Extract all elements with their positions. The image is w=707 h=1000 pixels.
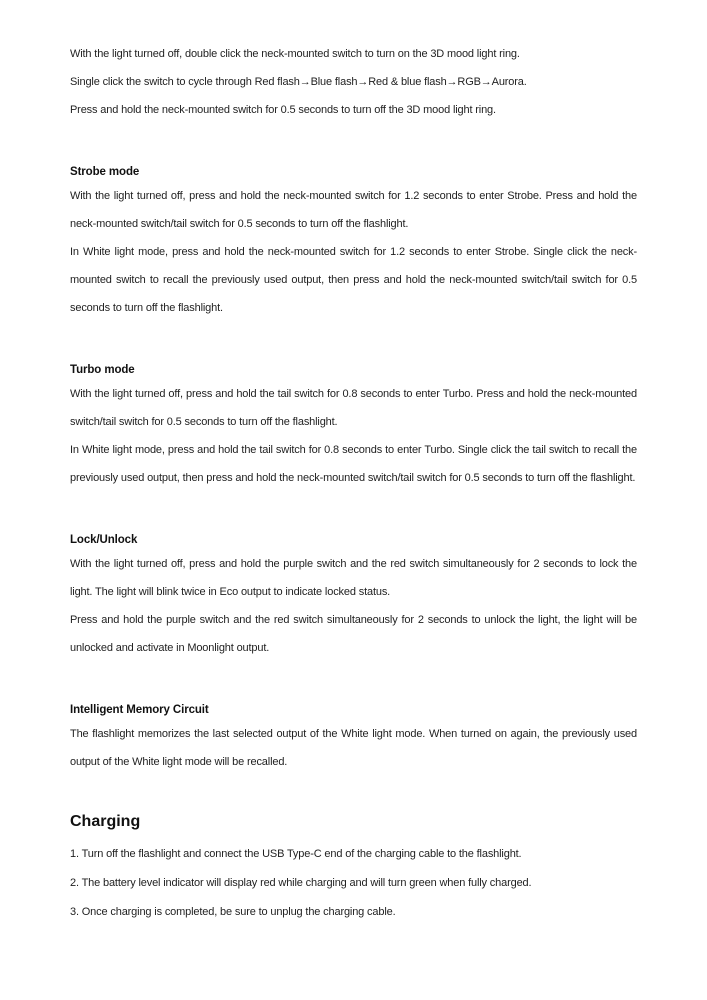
charging-step: 3. Once charging is completed, be sure to unplug the charging cable. (70, 906, 396, 918)
paragraph: Press and hold the purple switch and the red switch simultaneously for 2 seconds to unlock the light, the light will be unlocked and activate in Moonlight output. (70, 614, 637, 654)
paragraph: In White light mode, press and hold the neck-mounted switch for 1.2 seconds to enter Strobe. Single click the neck-mounted switch to recall the previously used output, then press and hold the neck-mounted switch/tail switch for 0.5 seconds to turn off the flashlight. (70, 246, 637, 314)
memory-circuit-heading: Intelligent Memory Circuit (70, 704, 209, 716)
charging-step: 2. The battery level indicator will display red while charging and will turn green when fully charged. (70, 877, 532, 889)
paragraph: With the light turned off, press and hold the purple switch and the red switch simultaneously for 2 seconds to lock the light. The light will blink twice in Eco output to indicate locked status. (70, 558, 637, 598)
charging-step: 1. Turn off the flashlight and connect the USB Type-C end of the charging cable to the flashlight. (70, 848, 522, 860)
intro-line: Single click the switch to cycle through Red flash→Blue flash→Red & blue flash→RGB→Aurora. (70, 76, 527, 88)
section-memory-circuit (70, 700, 637, 776)
paragraph: With the light turned off, press and hold the tail switch for 0.8 seconds to enter Turbo. Press and hold the neck-mounted switch/tail switch for 0.5 seconds to turn off the flashlight. (70, 388, 637, 428)
intro-line: Press and hold the neck-mounted switch for 0.5 seconds to turn off the 3D mood light ring. (70, 104, 496, 116)
intro-line: With the light turned off, double click the neck-mounted switch to turn on the 3D mood light ring. (70, 48, 520, 60)
paragraph: With the light turned off, press and hold the neck-mounted switch for 1.2 seconds to enter Strobe. Press and hold the neck-mounted switch/tail switch for 0.5 seconds to turn off the flashlight. (70, 190, 637, 230)
charging-heading: Charging (70, 813, 141, 830)
paragraph: The flashlight memorizes the last selected output of the White light mode. When turned on again, the previously used output of the White light mode will be recalled. (70, 728, 637, 768)
charging-steps (70, 840, 637, 927)
turbo-mode-heading: Turbo mode (70, 364, 135, 376)
section-charging (70, 810, 637, 927)
section-turbo-mode (70, 360, 637, 492)
mood-light-intro (70, 40, 637, 124)
paragraph: In White light mode, press and hold the tail switch for 0.8 seconds to enter Turbo. Single click the tail switch to recall the previously used output, then press and hold the neck-mounted switch/tail switch for 0.5 seconds to turn off the flashlight. (70, 444, 637, 484)
section-strobe-mode (70, 162, 637, 322)
strobe-mode-heading: Strobe mode (70, 166, 140, 178)
section-lock-unlock (70, 530, 637, 662)
lock-unlock-heading: Lock/Unlock (70, 534, 138, 546)
